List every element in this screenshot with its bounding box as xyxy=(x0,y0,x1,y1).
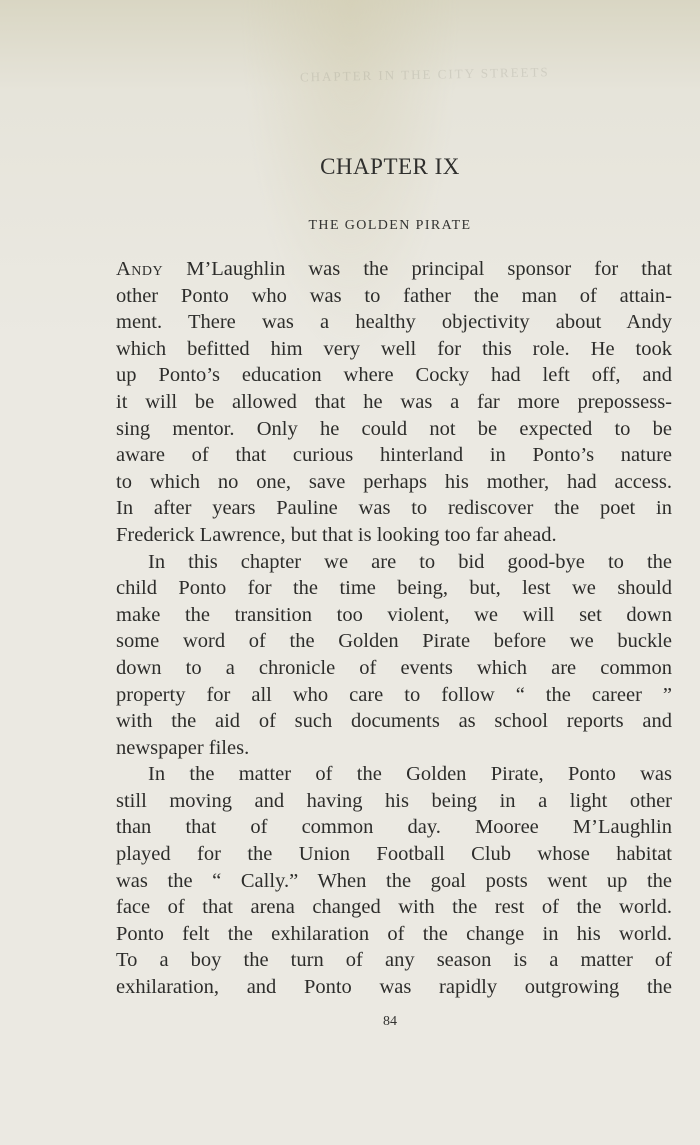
text-line: make the transition too violent, we will set down xyxy=(116,603,672,626)
text-line: other Ponto who was to father the man of attain- xyxy=(116,284,672,307)
text-line: Ponto felt the exhilaration of the change in his world. xyxy=(116,922,672,945)
text-line: with the aid of such documents as school reports and xyxy=(116,710,672,733)
text-line: to which no one, save perhaps his mother, had access. xyxy=(116,470,672,493)
body-text xyxy=(116,256,672,1001)
text-line: To a boy the turn of any season is a matter of xyxy=(116,949,672,972)
text-line: than that of common day. Mooree M’Laughlin xyxy=(116,816,672,839)
text-line: some word of the Golden Pirate before we buckle xyxy=(116,630,672,653)
text-line: child Ponto for the time being, but, lest we should xyxy=(116,577,672,600)
chapter-title: CHAPTER IX xyxy=(320,154,460,179)
text-line: face of that arena changed with the rest of the world. xyxy=(116,896,672,919)
text-line: In the matter of the Golden Pirate, Ponto was xyxy=(148,763,672,786)
text-line: up Ponto’s education where Cocky had left off, and xyxy=(116,364,672,387)
text-line: newspaper files. xyxy=(116,736,250,759)
text-line: Frederick Lawrence, but that is looking too far ahead. xyxy=(116,523,557,546)
text-line: exhilaration, and Ponto was rapidly outgrowing the xyxy=(116,976,672,999)
text-line: it will be allowed that he was a far more prepossess- xyxy=(116,390,672,413)
text-line: still moving and having his being in a light other xyxy=(116,789,672,812)
text-line-content: M’Laughlin was the principal sponsor for that xyxy=(163,258,672,280)
page-number: 84 xyxy=(383,1014,397,1029)
text-line: In this chapter we are to bid good-bye to the xyxy=(148,550,672,573)
text-line xyxy=(116,256,672,283)
drop-word: Andy xyxy=(116,258,164,280)
bleed-through-header: CHAPTER IN THE CITY STREETS xyxy=(299,64,550,85)
text-line: ment. There was a healthy objectivity about Andy xyxy=(116,311,672,334)
text-line: In after years Pauline was to rediscover the poet in xyxy=(116,497,672,520)
text-line: sing mentor. Only he could not be expected to be xyxy=(116,417,672,440)
text-line: which befitted him very well for this role. He took xyxy=(116,337,672,360)
text-line: played for the Union Football Club whose habitat xyxy=(116,843,672,866)
chapter-subtitle: THE GOLDEN PIRATE xyxy=(308,218,472,233)
text-line: was the “ Cally.” When the goal posts went up the xyxy=(116,869,672,892)
text-line: property for all who care to follow “ the career ” xyxy=(116,683,672,706)
text-line: aware of that curious hinterland in Ponto’s nature xyxy=(116,444,672,467)
text-line: down to a chronicle of events which are common xyxy=(116,656,672,679)
